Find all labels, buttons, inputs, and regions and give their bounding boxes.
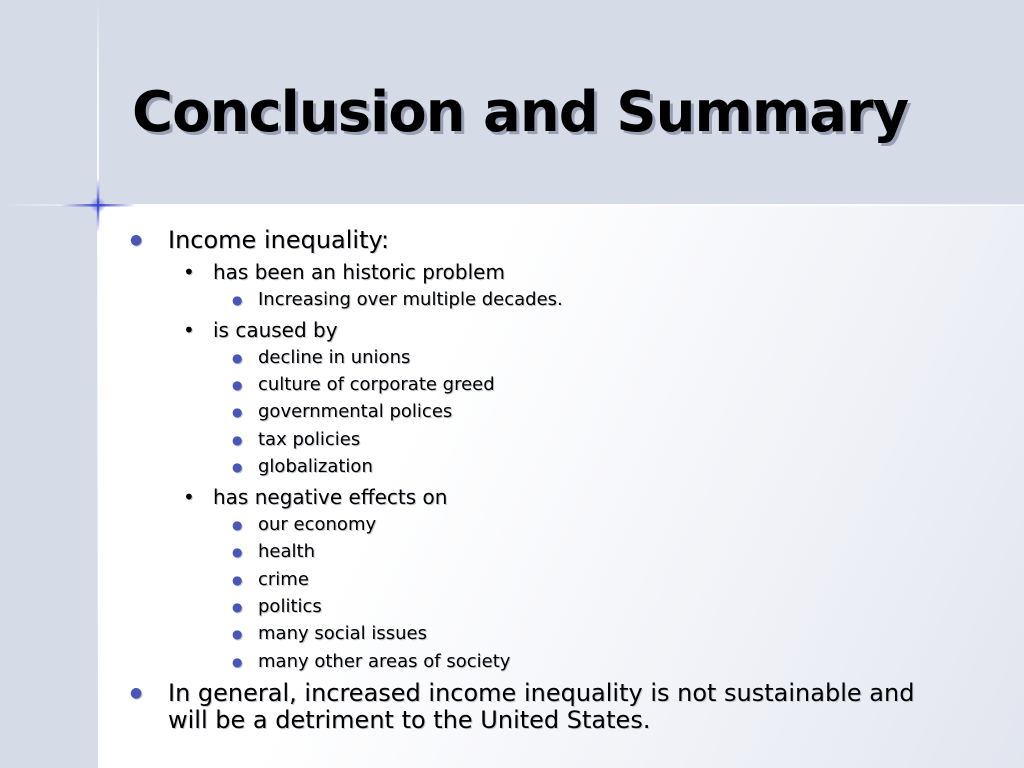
bullet-icon: ● — [232, 545, 243, 559]
bullet-icon: ● — [130, 232, 143, 248]
list-item — [232, 289, 563, 311]
bullet-icon: ● — [232, 627, 243, 641]
bullet-icon: ● — [232, 600, 243, 614]
list-item — [183, 485, 448, 509]
list-item — [232, 347, 411, 369]
list-item — [232, 569, 309, 591]
list-item — [232, 514, 377, 536]
bullet-text: culture of corporate greed — [258, 374, 495, 395]
bullet-text: our economy — [258, 514, 377, 535]
bullet-text: crime — [258, 569, 309, 590]
bullet-text: has been an historic problem — [213, 260, 505, 284]
bullet-text: is caused by — [213, 318, 338, 342]
bullet-text: decline in unions — [258, 347, 411, 368]
list-item — [183, 260, 505, 284]
bullet-icon: ● — [232, 573, 243, 587]
bullet-icon: ● — [232, 405, 243, 419]
bullet-icon: ● — [232, 518, 243, 532]
list-item — [130, 226, 390, 254]
list-item — [232, 541, 315, 563]
list-item — [232, 429, 361, 451]
bullet-text: health — [258, 541, 315, 562]
bullet-text: has negative effects on — [213, 485, 448, 509]
bullet-icon: • — [183, 260, 195, 284]
bullet-icon: • — [183, 318, 195, 342]
bullet-icon: ● — [232, 378, 243, 392]
bullet-icon: ● — [232, 460, 243, 474]
bullet-icon: • — [183, 485, 195, 509]
list-item — [232, 651, 511, 673]
bullet-icon: ● — [130, 685, 143, 701]
list-item — [232, 401, 453, 423]
list-item — [130, 679, 958, 734]
bullet-text: In general, increased income inequality is not sustainable and will be a detriment to the United States. — [168, 679, 915, 734]
bullet-text: tax policies — [258, 429, 361, 450]
bullet-text: globalization — [258, 456, 373, 477]
bullet-text: many other areas of society — [258, 651, 511, 672]
bullet-text: politics — [258, 596, 322, 617]
bullet-icon: ● — [232, 351, 243, 365]
page-title: Conclusion and Summary — [132, 80, 909, 145]
list-item — [232, 623, 428, 645]
bullet-icon: ● — [232, 655, 243, 669]
list-item — [232, 596, 322, 618]
bullet-icon: ● — [232, 293, 243, 307]
bullet-text: many social issues — [258, 623, 428, 644]
list-item — [232, 456, 373, 478]
bullet-text: Income inequality: — [168, 226, 390, 254]
bullet-text: Increasing over multiple decades. — [258, 289, 563, 310]
list-item — [232, 374, 495, 396]
list-item — [183, 318, 338, 342]
bullet-icon: ● — [232, 433, 243, 447]
bullet-text: governmental polices — [258, 401, 453, 422]
